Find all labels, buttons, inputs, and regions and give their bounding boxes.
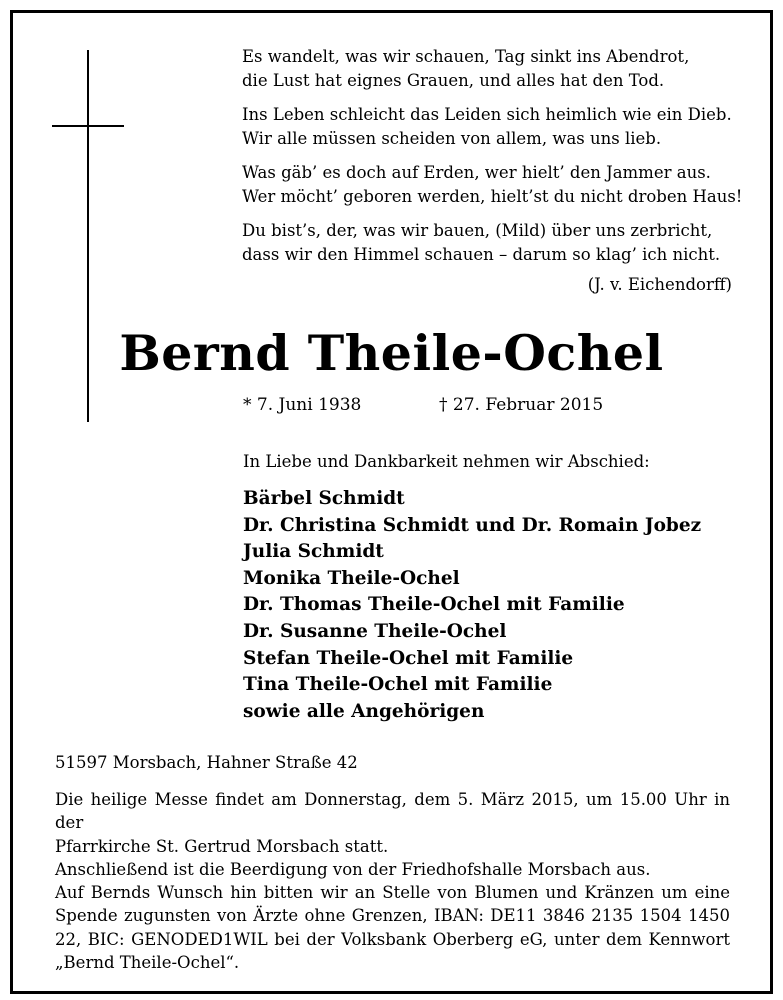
- poem-stanza: [242, 219, 732, 267]
- poem: [242, 45, 743, 297]
- family-address: 51597 Morsbach, Hahner Straße 42: [55, 753, 358, 772]
- mourner-name: Bärbel Schmidt: [243, 488, 405, 509]
- mourner-name: Dr. Christina Schmidt und Dr. Romain Jobez: [243, 514, 702, 536]
- birth-date: * 7. Juni 1938: [243, 395, 362, 415]
- deceased-name: Bernd Theile-Ochel: [119, 324, 664, 382]
- poem-line: Ins Leben schleicht das Leiden sich heimlich wie ein Dieb.: [242, 105, 732, 124]
- details-line: Spende zugunsten von Ärzte ohne Grenzen, IBAN: DE11 3846 2135 1504 1450: [55, 906, 730, 926]
- death-date: † 27. Februar 2015: [439, 395, 604, 415]
- details-line: Die heilige Messe findet am Donnerstag, dem 5. März 2015, um 15.00 Uhr in der: [55, 790, 730, 833]
- mourner-name: Stefan Theile-Ochel mit Familie: [243, 647, 574, 669]
- poem-line: Es wandelt, was wir schauen, Tag sinkt ins Abendrot,: [242, 47, 690, 66]
- poem-line: die Lust hat eignes Grauen, und alles hat den Tod.: [242, 71, 665, 90]
- mourner-name: sowie alle Angehörigen: [243, 700, 485, 722]
- poem-line: Was gäb’ es doch auf Erden, wer hielt’ den Jammer aus.: [242, 163, 711, 182]
- details-line: „Bernd Theile-Ochel“.: [55, 953, 240, 973]
- mourner-name: Julia Schmidt: [243, 541, 384, 563]
- details-line: Auf Bernds Wunsch hin bitten wir an Stelle von Blumen und Kränzen um eine: [55, 883, 730, 903]
- poem-line: Wir alle müssen scheiden von allem, was uns lieb.: [242, 129, 662, 148]
- poem-line: dass wir den Himmel schauen – darum so klag’ ich nicht.: [242, 245, 721, 264]
- mourner-name: Monika Theile-Ochel: [243, 567, 460, 589]
- details-line: Pfarrkirche St. Gertrud Morsbach statt.: [55, 836, 389, 856]
- poem-stanza: [242, 45, 732, 93]
- cross-horizontal-bar: [52, 125, 124, 127]
- poem-line: Du bist’s, der, was wir bauen, (Mild) über uns zerbricht,: [242, 221, 713, 240]
- mourner-name: Dr. Susanne Theile-Ochel: [243, 620, 507, 642]
- details-line: Anschließend ist die Beerdigung von der Friedhofshalle Morsbach aus.: [55, 859, 651, 879]
- mourners-list: [243, 486, 701, 725]
- mourner-name: Tina Theile-Ochel mit Familie: [243, 674, 553, 696]
- mourner-name: Dr. Thomas Theile-Ochel mit Familie: [243, 594, 625, 616]
- farewell-intro: In Liebe und Dankbarkeit nehmen wir Abschied:: [243, 452, 650, 471]
- poem-author: (J. v. Eichendorff): [587, 275, 732, 294]
- poem-stanza: [242, 103, 732, 151]
- details-line: 22, BIC: GENODED1WIL bei der Volksbank Oberberg eG, unter dem Kennwort: [55, 929, 730, 949]
- poem-stanza: [242, 161, 743, 209]
- poem-line: Wer möcht’ geboren werden, hielt’st du nicht droben Haus!: [242, 187, 743, 206]
- service-details: [55, 788, 730, 974]
